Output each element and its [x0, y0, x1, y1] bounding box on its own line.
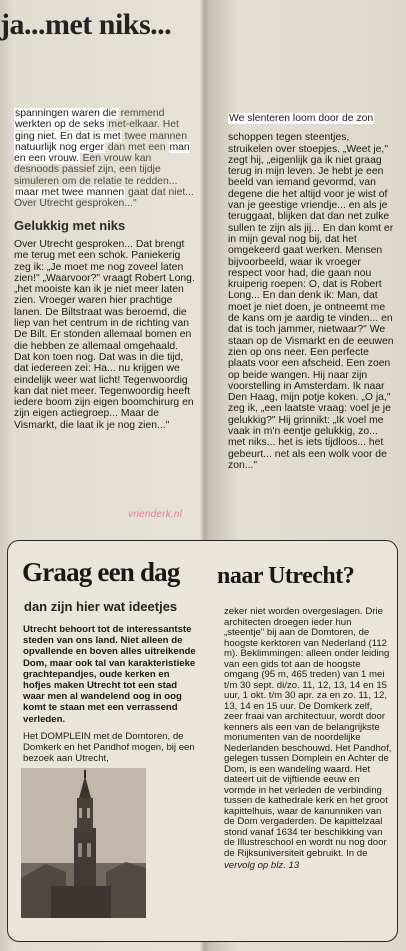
dom-tower-illustration	[21, 768, 146, 918]
lead-text-segment: met-elkaar. Het	[105, 119, 179, 131]
lead-text-segment: twee mannen	[121, 130, 187, 142]
dom-tower-photo	[21, 768, 146, 918]
right-body-paragraph	[228, 113, 396, 124]
lead-text-segment: Een vrouw kan desnoods passief zijn, een tijdje simuleren om de relatie te redden...	[14, 153, 178, 187]
lead-text-segment: gaat dat niet... Over Utrecht gesproken..."	[14, 187, 194, 210]
box-domplein-paragraph: Het DOMPLEIN met de Domtoren, de Domkerk en het Pandhof mogen, bij een bezoek aan Utrecht,	[23, 730, 195, 765]
lead-text-segment: dan met een	[104, 141, 169, 153]
right-body-text: schoppen tegen steentjes, struikelen over stoepjes. „Weet je," zegt hij, „eigenlijk ga ik niet graag terug in mijn leven. Je hebt je een beeld van iemand gevormd, van degene die het altijd voor je wist of van je geestige vriendje... en als je teruggaat, blijken dat dan net zulke sullen te zijn als jij... En dan komt er in mijn geval nog bij, dat het omgekeerd gaat werken. Mensen bijvoorbeeld, waar ik vroeger respect voor had, die gaan nou kruiperig roepen: O, dat is Robert Long... En dan denk ik: Man, dat moet je niet doen, je ontneemt me de kans om je aardig te vinden... en dat is toch jammer, nietwaar?" We staan op de Vismarkt en de eeuwen zien op ons neer. Een perfecte plaats voor een afscheid. Een zoen op beide wangen. Hij naar zijn voorstelling in Amsterdam. Ik naar Den Haag, mijn potje koken. „O ja," zeg ik, „een laatste vraag: voel je je gelukkig?" Hij grinnikt: „Ik voel me vaak in m'n eentje gelukkig, zo... met niks... het is iets tijdloos... het gebeurt... net als een wolk voor de zon..."	[228, 132, 394, 471]
right-article-column	[228, 113, 396, 471]
box-right-text: zeker niet worden overgeslagen. Drie architecten droegen ieder hun „steentje" bij aan de Domtoren, de hoogste kerktoren van Nederland (112 m). Beklimmingen: alleen onder leiding van een gids tot aan de hoogste omgang (95 m, 465 treden) van 1 mei t/m 30 sept. di/zo. 11, 12, 13, 14 en 15 uur, 1 okt. t/m 30 apr. za en zo. 11, 12, 13, 14 en 15 uur. De Domkerk zelf, zeer fraai van architectuur, wordt door kenners als een van de belangrijkste monumenten van de noordelijke Nederlanden beschouwd. Het Pandhof, gelegen tussen Domplein en Achter de Dom, is een wandeling waard. Het dateert uit de vijftiende eeuw en vormde in het verleden de verbinding tussen de kathedrale kerk en het groot kapittelhuis, waar de kanunniken van de Dom vergaderden. De kapittelzaal stond vanaf 1634 ter beschikking van de Illustreschool en wordt nu nog door de Rijksuniversiteit gebruikt. In de	[224, 606, 392, 859]
continued-on-page: vervolg op blz. 13	[224, 860, 300, 871]
highlighted-phrase: spanningen waren die	[15, 108, 117, 119]
highlighted-phrase: man en een vrouw.	[14, 141, 190, 165]
lead-text-segment: remmend	[117, 108, 165, 119]
left-body-text: Over Utrecht gesproken... Dat brengt me terug met een schok. Paniekerig zeg ik: „Je moet me nog zoveel laten zien!" „Waarvoor?" vraagt Robert Long. „het mooiste kan ik je niet meer laten zien. Vroeger waren hier prachtige lanen. De Biltstraat was beroemd, die liep van het centrum in de richting van De Bilt. Er stonden allemaal bomen en die hebben ze allemaal omgehaald. Dat kon toen nog. Dat was in die tijd, dat iedereen zei: Ha... nu krijgen we eindelijk weer wat licht! Tegenwoordig kan dat niet meer. Tegenwoordig heeft iedere boom zijn eigen boomchirurg en zijn eigen actiegroep... Maar de Vismarkt, die laat ik je nog zien..."	[14, 238, 195, 431]
watermark: vrienderk.nl	[128, 509, 183, 520]
highlighted-phrase: ging niet. En dat is met	[15, 130, 121, 142]
left-subhead: Gelukkig met niks	[14, 217, 126, 233]
right-highlighted-lead: We slenteren loom door de zon	[229, 113, 374, 124]
left-lead-rendered	[14, 108, 196, 210]
box-title-right: naar Utrecht?	[217, 563, 355, 589]
highlighted-phrase: werkten op de seks	[15, 119, 105, 131]
left-article-column	[14, 108, 196, 431]
box-subtitle: dan zijn hier wat ideetjes	[24, 599, 178, 614]
highlighted-phrase: maar met twee mannen	[15, 187, 125, 199]
box-right-column	[224, 607, 392, 872]
highlighted-phrase: natuurlijk nog erger	[15, 141, 104, 153]
box-title-left: Graag een dag	[22, 557, 180, 587]
left-lead-body	[14, 108, 196, 210]
box-intro: Utrecht behoort tot de interessantste steden van ons land. Niet alleen de opvallende en boven alles uitreikende Dom, maar ook tal van karakteristieke grachtepandjes, oude kerken en hofjes maken Utrecht tot een stad waar men al wandelend oog in oog komt te staan met een verrassend verleden.	[23, 624, 196, 725]
headline: ja...met niks...	[0, 8, 172, 41]
box-left-column	[23, 624, 197, 770]
